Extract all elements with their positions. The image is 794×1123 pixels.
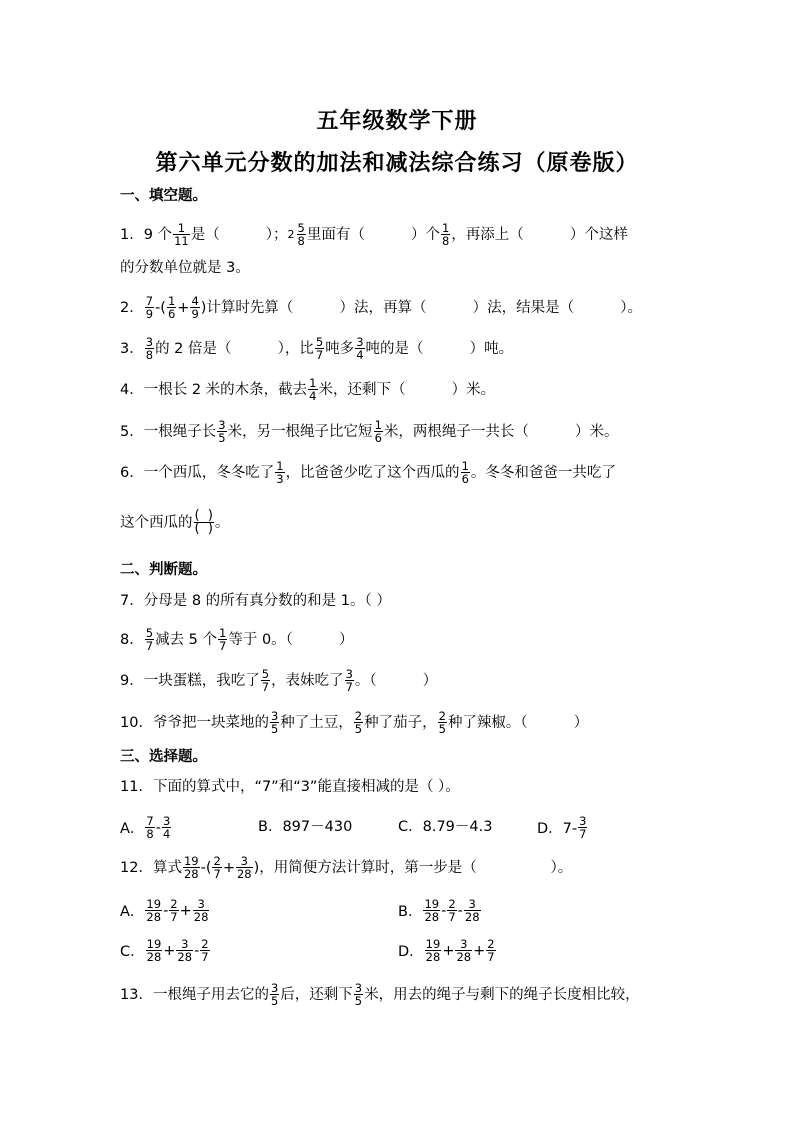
q10-fraction-2: $\frac{2}{5}$ [354,709,363,736]
question-12: 12．算式 $\frac{19}{28}$ -( $\frac{2}{7}$ + $\frac{3}{28}$ )，用简便方法计算时，第一步是（ ）。 [120,854,573,881]
q12-fraction-3: $\frac{3}{28}$ [236,854,252,881]
option-fraction: $\frac{3}{28}$ [177,937,193,964]
q10-fraction-3: $\frac{2}{5}$ [438,709,446,736]
page-subtitle: 第六单元分数的加法和减法综合练习（原卷版） [155,151,639,176]
q11-option-c[interactable]: C．8.79－4.3 [398,819,493,835]
q12-fraction-2: $\frac{2}{7}$ [213,854,221,881]
q12-option-a[interactable] [120,898,210,923]
section-heading-true-false: 二、判断题。 [120,562,207,578]
q3-fraction-1: $\frac{3}{8}$ [145,335,154,362]
question-10: 10．爷爷把一块菜地的 $\frac{3}{5}$ 种了土豆， $\frac{2}{5}$ 种了茄子， $\frac{2}{5}$ 种了辣椒。（ ） [120,709,589,736]
question-13: 13．一根绳子用去它的 $\frac{3}{5}$ 后，还剩下 $\frac{3}{5}$ 米，用去的绳子与剩下的绳子长度相比较， [120,981,640,1008]
question-3: 3． $\frac{3}{8}$ 的 2 倍是（ ），比 $\frac{5}{7}$ 吨多 $\frac{3}{4}$ 吨的是（ ）吨。 [120,335,514,362]
section-heading-fill-in: 一、填空题。 [120,188,207,204]
question-11: 11．下面的算式中，“7”和“3”能直接相减的是（ ）。 [120,779,460,795]
q11-option-a[interactable]: A． $\frac{7}{8}$ - $\frac{3}{4}$ [120,814,171,841]
question-8: 8． $\frac{5}{7}$ 减去 5 个 $\frac{1}{7}$ 等于 0。（ ） [120,626,354,653]
question-1 [120,222,628,247]
question-2: 2． $\frac{7}{9}$ -( $\frac{1}{6}$ + $\frac{4}{9}$ )计算时先算（ ）法，再算（ ）法，结果是（ ）。 [120,294,642,321]
q12-option-c[interactable] [120,938,211,963]
q5-fraction-1: $\frac{3}{5}$ [218,418,226,445]
option-operator: - [441,902,447,919]
option-operator: + [442,942,455,959]
option-operator: + [473,942,486,959]
option-fraction: $\frac{2}{7}$ [487,937,495,964]
q12-option-b[interactable] [398,898,482,923]
option-fraction: $\frac{19}{28}$ [146,937,162,964]
option-fraction: $\frac{19}{28}$ [425,937,441,964]
q9-fraction-2: $\frac{3}{7}$ [345,667,353,694]
q6-answer-blank-fraction[interactable]: $\frac{( )}{( )}$ [194,508,213,536]
q6-fraction-2: $\frac{1}{6}$ [461,459,469,486]
option-operator: + [163,942,176,959]
q13-fraction-2: $\frac{3}{5}$ [354,981,363,1008]
q12-option-d[interactable] [398,938,497,963]
option-operator: - [457,902,463,919]
option-label: B． [398,904,423,920]
question-4: 4．一根长 2 米的木条，截去 $\frac{1}{4}$ 米，还剩下（ ）米。 [120,376,496,403]
option-operator: - [194,942,200,959]
option-label: D． [398,944,424,960]
q6-fraction-1: $\frac{1}{3}$ [276,459,284,486]
question-6-cont: 这个西瓜的 $\frac{( )}{( )}$ 。 [120,508,230,536]
option-fraction: $\frac{3}{28}$ [193,897,209,924]
q2-fraction-2: $\frac{1}{6}$ [167,294,176,321]
q8-fraction-1: $\frac{5}{7}$ [145,626,154,653]
question-1-cont: 的分数单位就是 3。 [120,260,250,276]
q1-fraction-1: $\frac{1}{11}$ [174,221,189,248]
q11-option-d[interactable]: D．7- $\frac{3}{7}$ [537,814,587,841]
q2-fraction-3: $\frac{4}{9}$ [191,294,199,321]
option-operator: - [163,902,169,919]
section-heading-multiple-choice: 三、选择题。 [120,749,207,765]
q1-mixed-number: 2 $\frac{5}{8}$ [287,221,305,248]
q2-fraction-1: $\frac{7}{9}$ [145,294,154,321]
option-label: A． [120,904,145,920]
q12-fraction-1: $\frac{19}{28}$ [183,854,199,881]
option-fraction: $\frac{2}{7}$ [448,897,456,924]
option-fraction: $\frac{3}{28}$ [456,937,472,964]
q1-text-c: 里面有（ ）个 [306,226,440,243]
question-6: 6．一个西瓜，冬冬吃了 $\frac{1}{3}$ ，比爸爸少吃了这个西瓜的 $\frac{1}{6}$ 。冬冬和爸爸一共吃了 [120,459,616,486]
q1-text-d: ，再添上（ ）个这样 [451,226,628,243]
q3-fraction-3: $\frac{3}{4}$ [356,335,364,362]
question-5: 5．一根绳子长 $\frac{3}{5}$ 米，另一根绳子比它短 $\frac{1}{6}$ 米，两根绳子一共长（ ）米。 [120,418,619,445]
q3-fraction-2: $\frac{5}{7}$ [315,335,324,362]
question-7: 7．分母是 8 的所有真分数的和是 1。（ ） [120,593,391,609]
option-label: C． [120,944,145,960]
q10-fraction-1: $\frac{3}{5}$ [270,709,279,736]
q8-fraction-2: $\frac{1}{7}$ [219,626,227,653]
q9-fraction-1: $\frac{5}{7}$ [261,667,270,694]
q1-fraction-2: $\frac{1}{8}$ [441,221,450,248]
option-fraction: $\frac{2}{7}$ [170,897,178,924]
q4-fraction: $\frac{1}{4}$ [309,376,317,403]
question-9: 9．一块蛋糕，我吃了 $\frac{5}{7}$ ，表妹吃了 $\frac{3}{7}$ 。（ ） [120,667,438,694]
option-operator: + [179,902,192,919]
option-fraction: $\frac{19}{28}$ [424,897,440,924]
option-fraction: $\frac{2}{7}$ [201,937,209,964]
page-title: 五年级数学下册 [316,109,478,134]
option-fraction: $\frac{3}{28}$ [464,897,480,924]
q1-text-a: 1．9 个 [120,226,173,243]
q11-option-b[interactable]: B．897－430 [258,819,353,835]
q5-fraction-2: $\frac{1}{6}$ [374,418,382,445]
q1-text-b: 是（ ）； [190,226,288,243]
option-fraction: $\frac{19}{28}$ [146,897,162,924]
q13-fraction-1: $\frac{3}{5}$ [270,981,279,1008]
